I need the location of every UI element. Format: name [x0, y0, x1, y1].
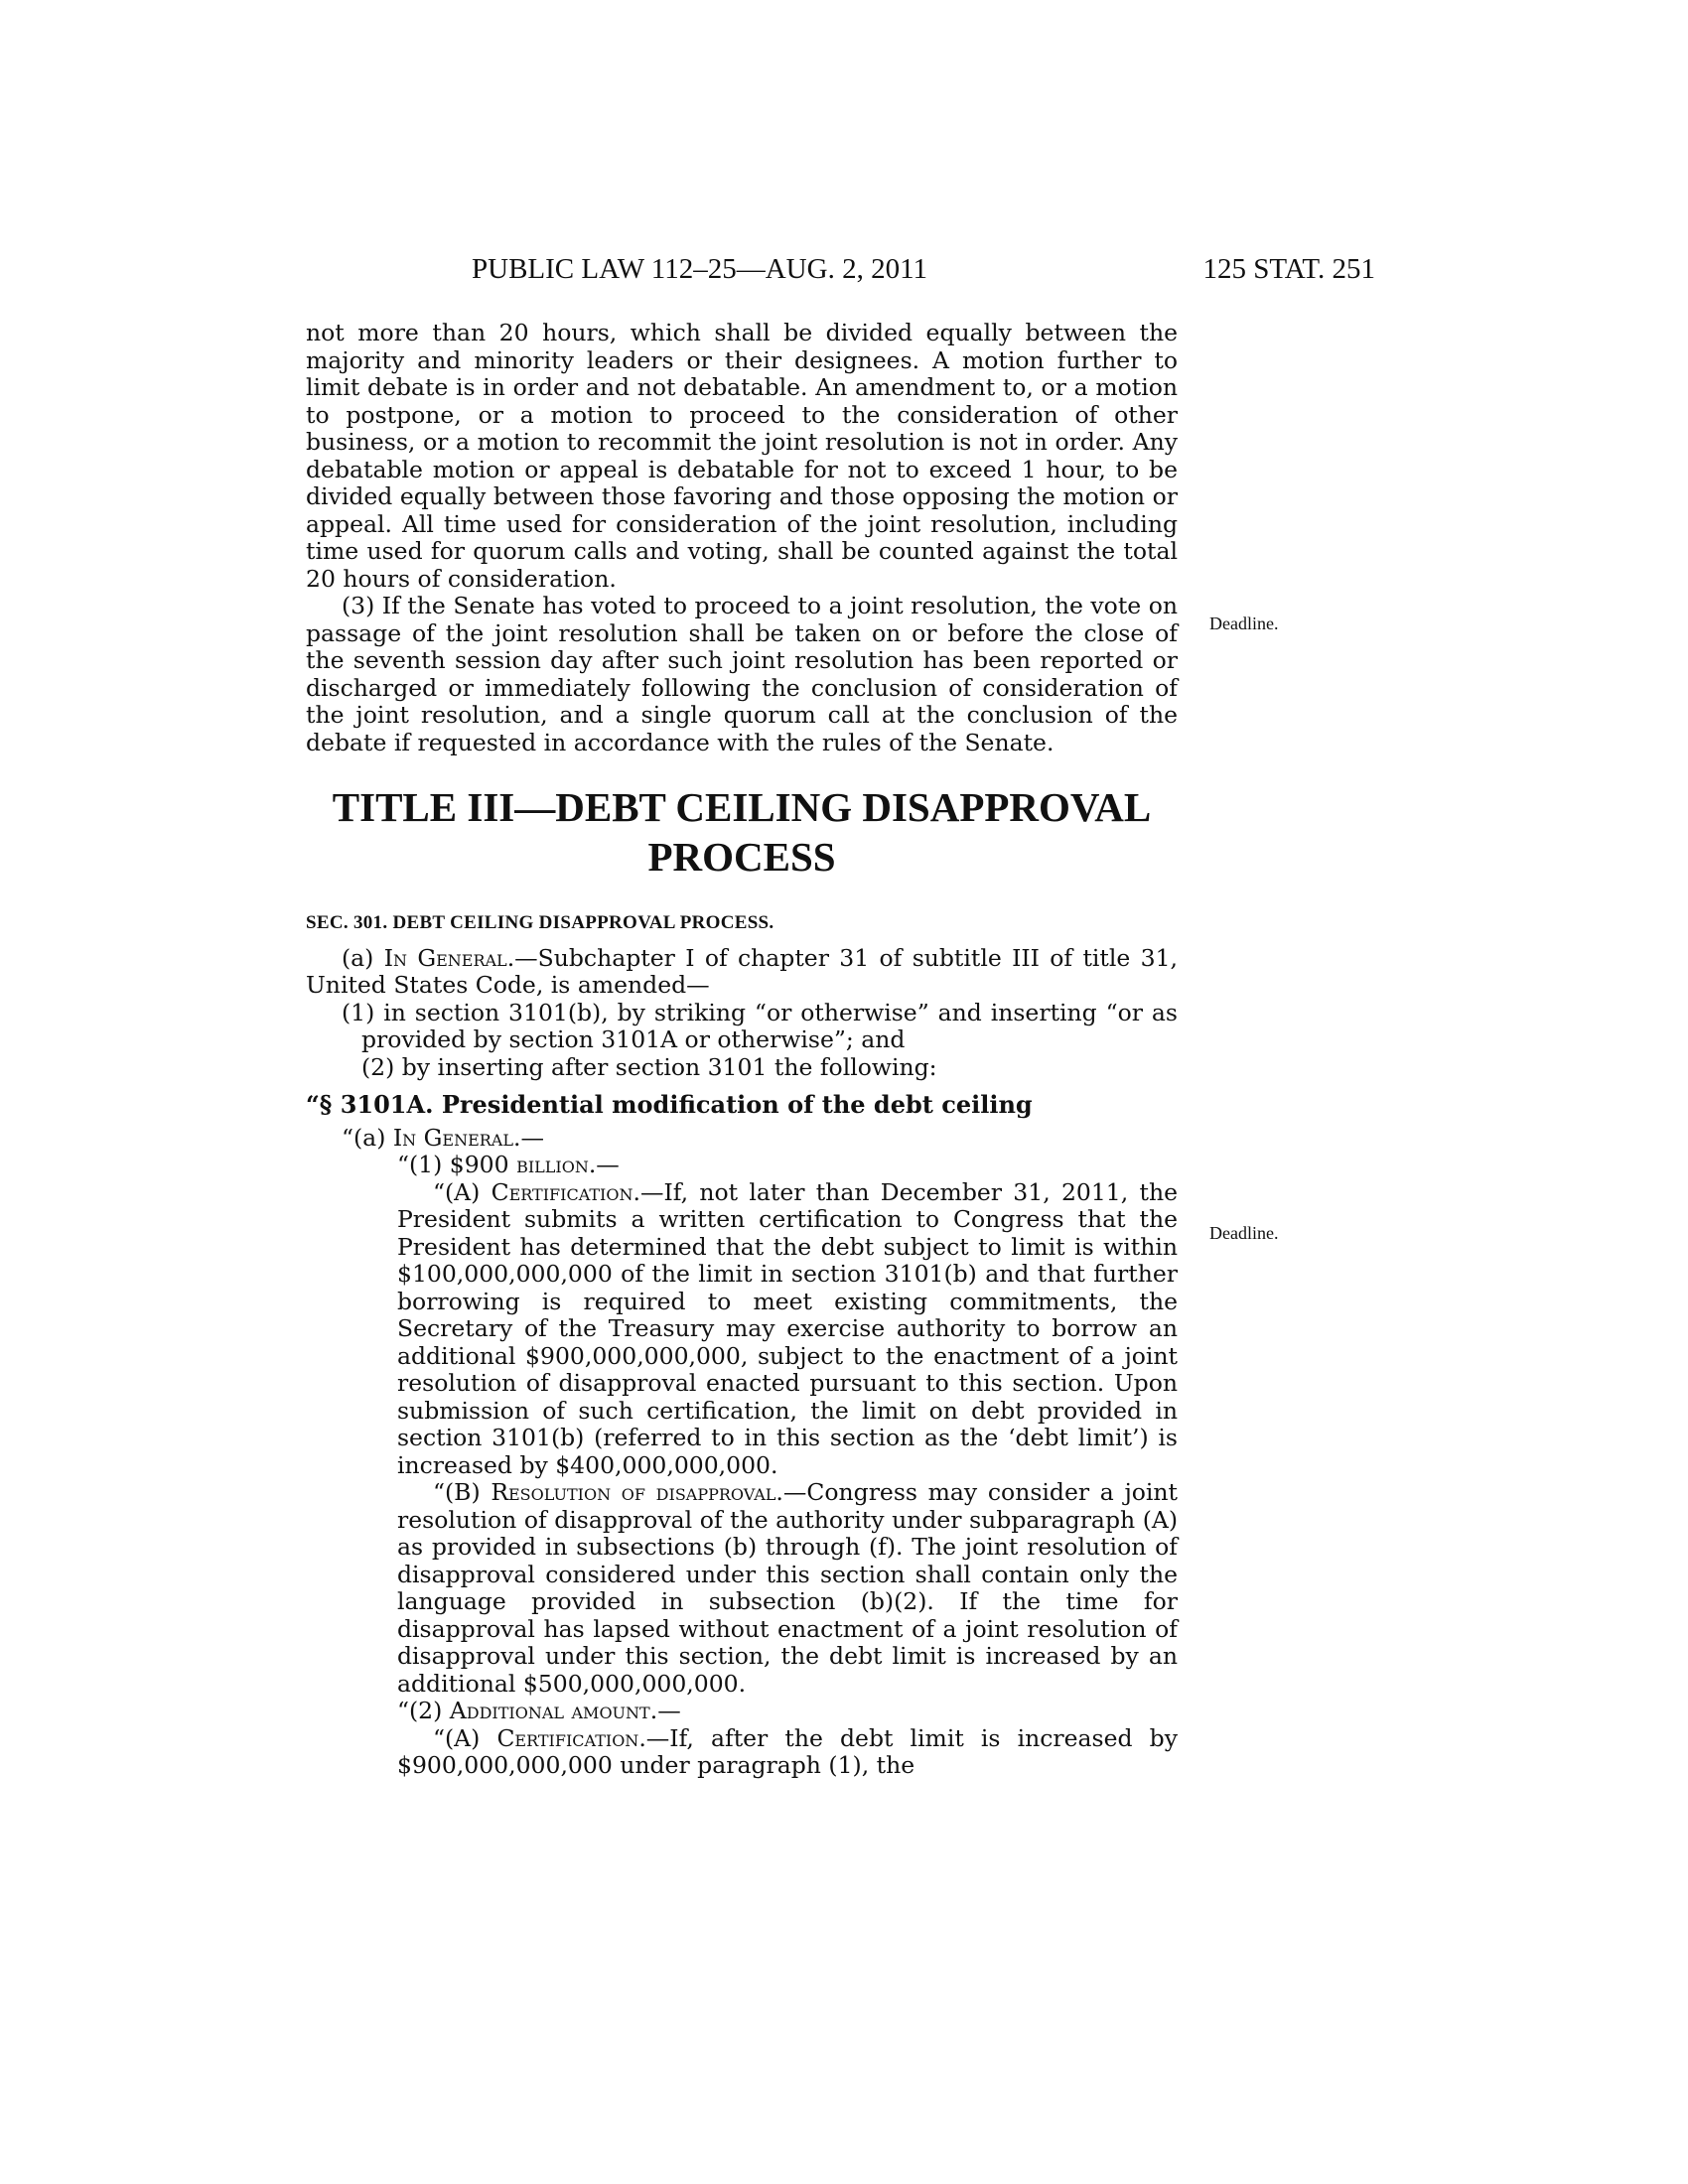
- running-head: PUBLIC LAW 112–25—AUG. 2, 2011: [472, 253, 927, 285]
- lead: “(B): [433, 1478, 481, 1506]
- code-paragraph-1: [306, 1152, 1178, 1179]
- subsection-lead: (a): [342, 943, 374, 972]
- code-paragraph-2: [306, 1698, 1178, 1725]
- page-reference: 125 STAT. 251: [1202, 253, 1375, 285]
- lead: “(A): [433, 1723, 481, 1752]
- tail: .—: [649, 1697, 681, 1724]
- title-line: PROCESS: [647, 834, 836, 880]
- page-header: [298, 253, 1375, 293]
- text: .—If, after the debt limit is increased by $900,000,000,000 under paragraph (1), the: [397, 1723, 1178, 1779]
- paragraph-continued: not more than 20 hours, which shall be divided equally between the majority and minority leaders or their designees. A motion further to limit debate is in order and not debatable. An amendment to, or a motion to postpone, or a motion to proceed to the consideration of other business, or a motion to recommit the joint resolution is not in order. Any debatable motion or appeal is debatable for not to exceed 1 hour, to be divided equally between those favoring and those opposing the motion or appeal. All time used for consideration of the joint resolution, including time used for quorum calls and voting, shall be counted against the total 20 hours of consideration.: [306, 319, 1178, 593]
- text: .—If, not later than December 31, 2011, the President submits a written certification to Congress that the President has determined that the debt subject to limit is within $100,000,000,000 of the limit in section 3101(b) and that further borrowing is required to meet existing commitments, the Secretary of the Treasury may exercise authority to borrow an additional $900,000,000,000, subject to the enactment of a joint resolution of disapproval enacted pursuant to this section. Upon submission of such certification, the limit on debt provided in section 3101(b) (referred to in this section as the ‘debt limit’) is increased by $400,000,000,000.: [397, 1177, 1178, 1479]
- caption: In General: [392, 1123, 513, 1152]
- section-heading: SEC. 301. DEBT CEILING DISAPPROVAL PROCESS.: [306, 912, 774, 933]
- caption: Additional amount: [449, 1697, 650, 1724]
- caption: Certification: [496, 1723, 639, 1752]
- code-subparagraph-A: [306, 1179, 1178, 1480]
- lead: “(A): [433, 1177, 481, 1206]
- code-section-heading: “§ 3101A. Presidential modification of the debt ceiling: [306, 1090, 1033, 1119]
- text: .—Congress may consider a joint resolution of disapproval of the authority under subparagraph (A) as provided in subsections (b) through (f). The joint resolution of disapproval considered under this section shall contain only the language provided in subsection (b)(2). If the time for disapproval has lapsed without enactment of a joint resolution of disapproval under this section, the debt limit is increased by an additional $500,000,000,000.: [397, 1478, 1178, 1698]
- code-subparagraph-2A: [306, 1725, 1178, 1780]
- code-subparagraph-B: [306, 1479, 1178, 1698]
- caption: Resolution of disapproval: [491, 1478, 776, 1506]
- paragraph-a1: (1) in section 3101(b), by striking “or otherwise” and inserting “or as provided by section 3101A or otherwise”; and: [342, 998, 1178, 1053]
- subsection-text: .—Subchapter I of chapter 31 of subtitle III of title 31, United States Code, is amended—: [306, 943, 1178, 999]
- margin-note-deadline: Deadline.: [1209, 1223, 1279, 1243]
- caption: Certification: [491, 1177, 633, 1206]
- paragraph-3: (3) If the Senate has voted to proceed to a joint resolution, the vote on passage of the joint resolution shall be taken on or before the close of the seventh session day after such joint resolution has been reported or discharged or immediately following the conclusion of consideration of the joint resolution, and a single quorum call at the conclusion of the debate if requested in accordance with the rules of the Senate.: [306, 592, 1178, 756]
- document-body: [306, 320, 1178, 1780]
- subsection-a: [306, 945, 1178, 1000]
- title-heading: [306, 782, 1178, 882]
- margin-note-deadline: Deadline.: [1209, 614, 1279, 633]
- lead: “(1) $900: [397, 1151, 509, 1178]
- caption: billion: [516, 1151, 589, 1178]
- lead: “(a): [342, 1123, 386, 1152]
- subsection-caption: In General: [383, 943, 507, 972]
- paragraph-a2: (2) by inserting after section 3101 the following:: [361, 1052, 937, 1081]
- code-subsection-a: [306, 1125, 1178, 1153]
- tail: .—: [588, 1151, 620, 1178]
- tail: .—: [512, 1123, 544, 1152]
- title-line: TITLE III—DEBT CEILING DISAPPROVAL: [332, 784, 1152, 830]
- lead: “(2): [397, 1697, 443, 1724]
